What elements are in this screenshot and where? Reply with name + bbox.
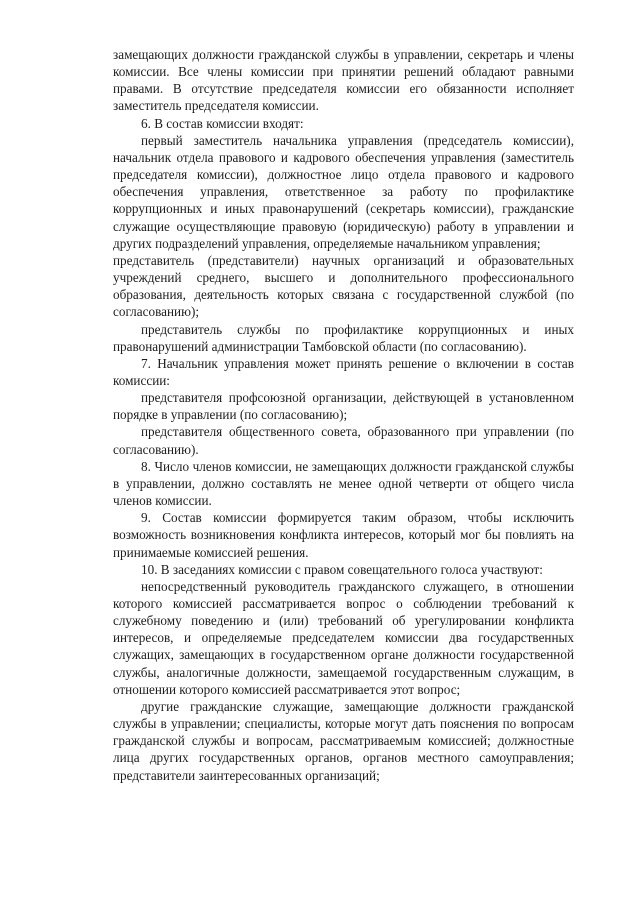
paragraph: замещающих должности гражданской службы в управлении, секретарь и члены комиссии. Все члены комиссии при принятии решений обладают равными правами. В отсутствие председателя комиссии его обязанности исполняет заместитель председателя комиссии. [113, 47, 574, 114]
paragraph: 8. Число членов комиссии, не замещающих должности гражданской службы в управлении, должно составлять не менее одной четверти от общего числа членов комиссии. [113, 458, 574, 509]
paragraph: представитель службы по профилактике коррупционных и иных правонарушений администрации Тамбовской области (по согласованию). [113, 321, 574, 354]
paragraph: первый заместитель начальника управления (председатель комиссии), начальник отдела правового и кадрового обеспечения управления (заместитель председателя комиссии), должностное лицо отдела правового и кадрового обеспечения управления, ответственное за работу по профилактике коррупционных и иных правонарушений (секретарь комиссии), гражданские служащие осуществляющие правовую (юридическую) работу в управлении и других подразделений управления, определяемые начальником управления; [113, 132, 574, 251]
paragraph: представителя профсоюзной организации, действующей в установленном порядке в управлении (по согласованию); [113, 390, 574, 423]
paragraph: представителя общественного совета, образованного при управлении (по согласованию). [113, 424, 574, 457]
paragraph: непосредственный руководитель гражданского служащего, в отношении которого комиссией рассматривается вопрос о соблюдении требований к служебному поведению и (или) требований об урегулировании конфликта интересов, и определяемые председателем комиссии два государственных служащих, замещающих в государственном органе должности государственной службы, аналогичные должности, замещаемой государственным служащим, в отношении которого комиссией рассматривается этот вопрос; [113, 578, 574, 697]
paragraph: 7. Начальник управления может принять решение о включении в состав комиссии: [113, 355, 574, 388]
paragraph: представитель (представители) научных организаций и образовательных учреждений среднего, высшего и дополнительного профессионального образования, деятельность которых связана с государственной службой (по согласованию); [113, 252, 574, 320]
paragraph: 9. Состав комиссии формируется таким образом, чтобы исключить возможность возникновения конфликта интересов, который мог бы повлиять на принимаемые комиссией решения. [113, 510, 574, 560]
paragraph: 6. В состав комиссии входят: [141, 115, 304, 131]
paragraph: 10. В заседаниях комиссии с правом совещательного голоса участвуют: [141, 561, 543, 577]
paragraph: другие гражданские служащие, замещающие должности гражданской службы в управлении; специалисты, которые могут дать пояснения по вопросам гражданской службы и вопросам, рассматриваемым комиссией; должностные лица других государственных органов, органов местного самоуправления; представители заинтересованных организаций; [113, 698, 574, 783]
document-body [113, 46, 574, 784]
